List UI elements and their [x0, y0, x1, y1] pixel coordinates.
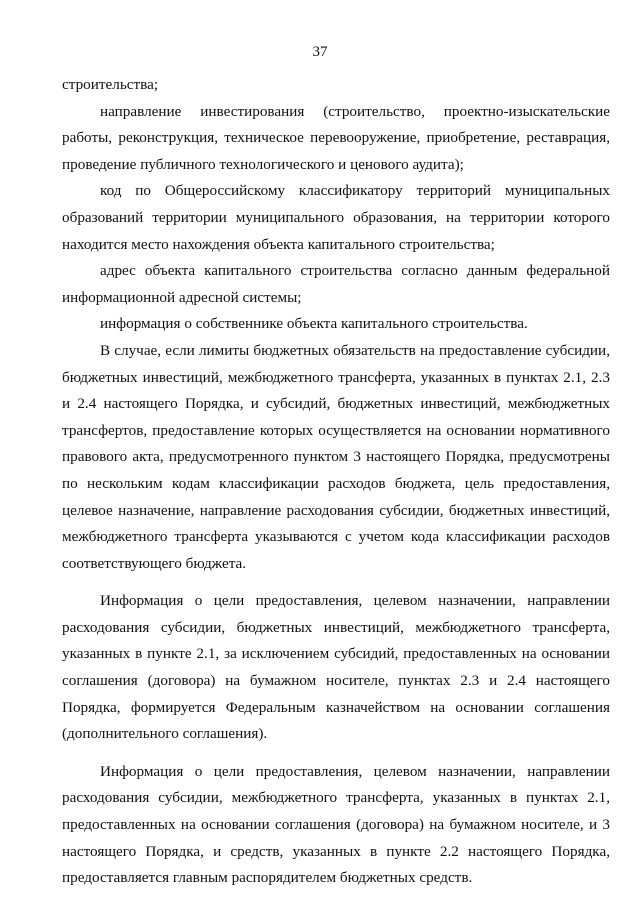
paragraph-8: Информация о цели предоставления, целевом назначении, направлении расходования субсидии, межбюджетного трансферта, указанных в пунктах 2.1, предоставленных на основании соглашения (договора) на бумажном носителе, и 3 настоящего Порядка, и средств, указанных в пункте 2.2 настоящего Порядка, предоставляется главным распорядителем бюджетных средств.: [62, 762, 610, 887]
paragraph-1: строительства;: [62, 76, 159, 93]
paragraph-4: адрес объекта капитального строительства согласно данным федеральной информационной адресной системы;: [62, 262, 610, 306]
document-body: [62, 72, 610, 892]
paragraph-6: В случае, если лимиты бюджетных обязательств на предоставление субсидии, бюджетных инвестиций, межбюджетного трансферта, указанных в пунктах 2.1, 2.3 и 2.4 настоящего Порядка, и субсидий, бюджетных инвестиций, межбюджетных трансфертов, предоставление которых осуществляется на основании нормативного правового акта, предусмотренного пунктом 3 настоящего Порядка, предусмотрены по нескольким кодам классификации расходов бюджета, цель предоставления, целевое назначение, направление расходования субсидии, бюджетных инвестиций, межбюджетного трансферта указываются с учетом кода классификации расходов соответствующего бюджета.: [62, 341, 610, 572]
paragraph-3: код по Общероссийскому классификатору территорий муниципальных образований территории муниципального образования, на территории которого находится место нахождения объекта капитального строительства;: [62, 182, 610, 253]
paragraph-2: направление инвестирования (строительство, проектно-изыскательские работы, реконструкция, техническое перевооружение, приобретение, реставрация, проведение публичного технологического и ценового аудита);: [62, 102, 610, 173]
paragraph-5: информация о собственнике объекта капитального строительства.: [100, 315, 528, 333]
page-number: 37: [312, 44, 328, 60]
paragraph-7: Информация о цели предоставления, целевом назначении, направлении расходования субсидии, бюджетных инвестиций, межбюджетного трансферта, указанных в пункте 2.1, за исключением субсидий, предоставленных на основании соглашения (договора) на бумажном носителе, пунктах 2.3 и 2.4 настоящего Порядка, формируется Федеральным казначейством на основании соглашения (дополнительного соглашения).: [62, 592, 610, 743]
